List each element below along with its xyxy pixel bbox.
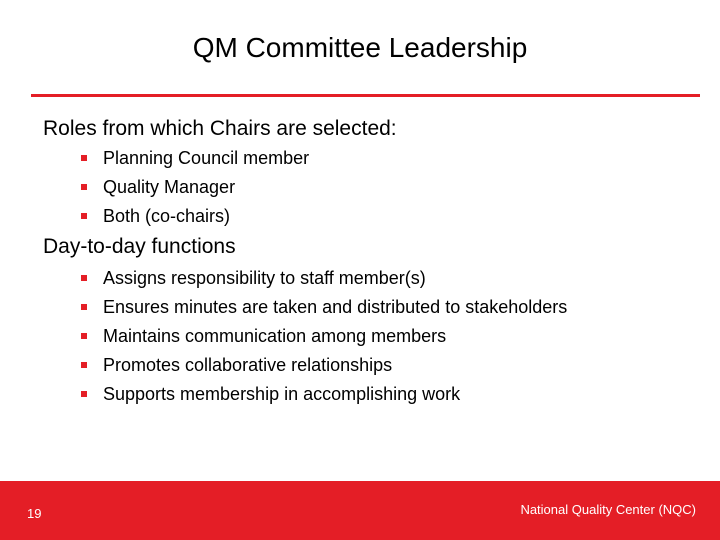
list-item-text: Both (co-chairs) [103, 206, 231, 226]
square-bullet-icon [81, 275, 87, 281]
list-item [76, 144, 309, 173]
footer-organization: National Quality Center (NQC) [520, 502, 696, 517]
square-bullet-icon [81, 391, 87, 397]
square-bullet-icon [81, 304, 87, 310]
list-item-text: Maintains communication among members [103, 326, 447, 346]
list-item [76, 380, 567, 409]
list-item-text: Planning Council member [103, 148, 310, 168]
square-bullet-icon [81, 362, 87, 368]
footer-bar [0, 481, 720, 540]
list-item-text: Ensures minutes are taken and distributed to stakeholders [103, 297, 568, 317]
page-number: 19 [27, 506, 42, 521]
list-item [76, 202, 309, 231]
list-item [76, 264, 567, 293]
functions-bullet-list [76, 264, 567, 409]
roles-bullet-list [76, 144, 309, 231]
square-bullet-icon [81, 184, 87, 190]
slide-title: QM Committee Leadership [192, 32, 528, 63]
list-item [76, 293, 567, 322]
list-item-text: Quality Manager [103, 177, 236, 197]
list-item [76, 351, 567, 380]
list-item-text: Promotes collaborative relationships [103, 355, 393, 375]
list-item-text: Supports membership in accomplishing work [103, 384, 461, 404]
square-bullet-icon [81, 213, 87, 219]
list-item [76, 322, 567, 351]
section-heading-roles: Roles from which Chairs are selected: [43, 117, 397, 140]
title-divider [31, 94, 700, 97]
square-bullet-icon [81, 155, 87, 161]
list-item [76, 173, 309, 202]
section-heading-functions: Day-to-day functions [43, 235, 236, 258]
list-item-text: Assigns responsibility to staff member(s) [103, 268, 426, 288]
square-bullet-icon [81, 333, 87, 339]
